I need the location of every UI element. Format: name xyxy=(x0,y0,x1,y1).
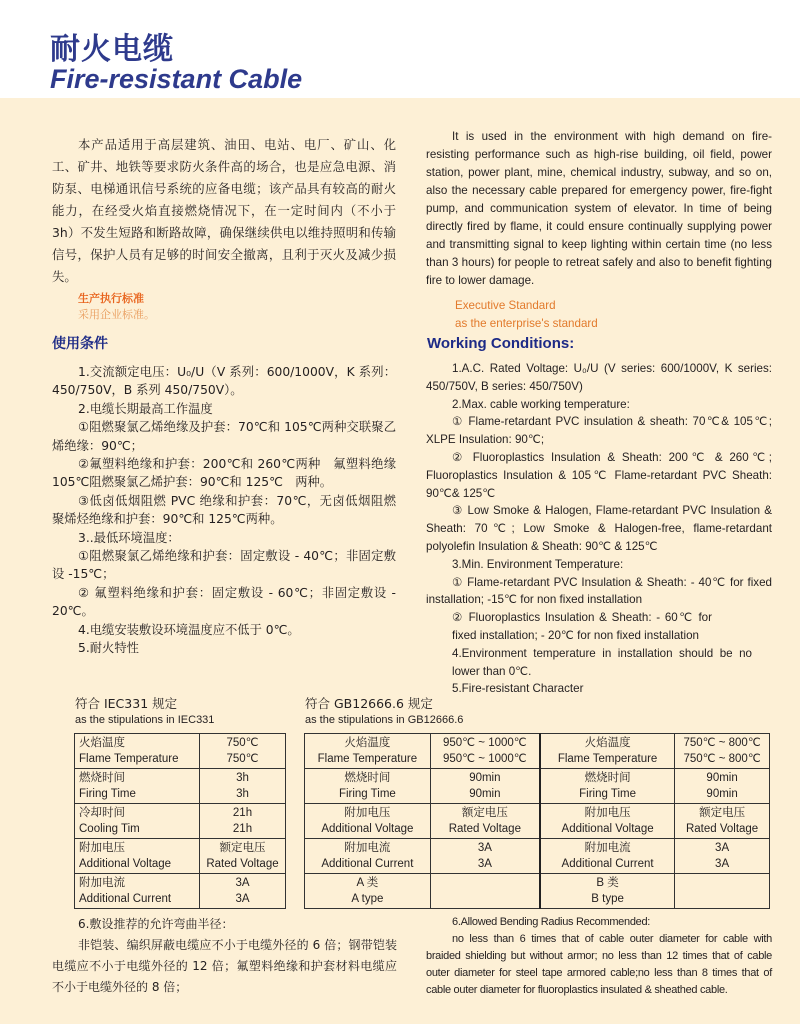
table-row xyxy=(75,874,286,909)
page-title-cn: 耐火电缆 xyxy=(50,32,174,67)
param-cn: 附加电流 xyxy=(79,877,125,889)
cell-cn: 附加电压 xyxy=(584,807,631,819)
condition-item: 3.Min. Environment Temperature: xyxy=(452,557,624,571)
cell-en: Firing Time xyxy=(338,788,396,800)
cell-en: Rated Voltage xyxy=(685,823,759,835)
value-en: Rated Voltage xyxy=(206,858,279,870)
value-en: 3h xyxy=(236,788,249,800)
value-cell xyxy=(200,804,286,839)
standard-text-cn: 采用企业标准。 xyxy=(78,308,155,321)
cell-en: 950℃ ~ 1000℃ xyxy=(443,753,527,765)
bending-text-en: no less than 6 times that of cable outer diameter for cable with braided shielding but without armor; no less than 12 times that of cable outer diameter for steel tape armored cable;no less than 8 times that of cable outer diameter for fluoroplastics insulated & sheathed cable. xyxy=(426,933,772,996)
param-cn: 附加电压 xyxy=(79,842,125,854)
cell-cn: 90min xyxy=(469,772,501,784)
bending-title-en: 6.Allowed Bending Radius Recommended: xyxy=(452,916,651,928)
value-cell xyxy=(200,874,286,909)
param-cell xyxy=(75,804,200,839)
cell-en: Flame Temperature xyxy=(557,753,658,765)
iec-caption-en: as the stipulations in IEC331 xyxy=(75,714,215,726)
param-en: Additional Current xyxy=(79,893,172,905)
condition-item: ① Flame-retardant PVC insulation & sheath: 70℃& 105℃; XLPE Insulation: 90℃; xyxy=(426,415,772,447)
param-en: Cooling Tim xyxy=(79,823,140,835)
param-cell xyxy=(305,874,431,909)
value-en: 3A xyxy=(235,893,250,905)
cell-en: 3A xyxy=(477,858,492,870)
table-row xyxy=(305,804,770,839)
value-cell xyxy=(675,734,770,769)
param-en: Firing Time xyxy=(79,788,136,800)
conditions-list-cn xyxy=(52,363,396,658)
cell-en: A type xyxy=(351,893,384,905)
value-cn: 21h xyxy=(232,807,253,819)
condition-item: 3..最低环境温度： xyxy=(78,530,180,545)
cell-en: Firing Time xyxy=(579,788,637,800)
value-cell xyxy=(430,734,540,769)
gb-caption-en: as the stipulations in GB12666.6 xyxy=(305,714,464,726)
cell-cn: A 类 xyxy=(356,877,379,889)
page-title-en: Fire-resistant Cable xyxy=(50,64,303,94)
cell-en: 90min xyxy=(706,788,738,800)
cell-en: 90min xyxy=(469,788,501,800)
cell-cn: 附加电压 xyxy=(344,807,391,819)
value-cell xyxy=(430,804,540,839)
value-cell xyxy=(675,769,770,804)
intro-en: It is used in the environment with high demand on fire-resisting performance such as high-rise building, oil field, power station, power plant, mine, chemical industry, subway, and so on, also the necessary cable prepared for emergency power, fire-fight pump, and communication system of elevator. In time of being directly fired by flame, it could ensure continually supplying power and transmitting signal to keep lighting within certain time (no less than 3 hours) for people to retreat safely and also to benefit fighting fire to lower damage. xyxy=(426,130,772,287)
value-cn: 额定电压 xyxy=(219,842,266,854)
cell-cn: 燃烧时间 xyxy=(344,772,391,784)
iec-table xyxy=(74,733,286,909)
bending-title-cn: 6.敷设推荐的允许弯曲半径： xyxy=(78,917,234,931)
table-row xyxy=(305,734,770,769)
cell-en: Additional Current xyxy=(321,858,414,870)
condition-item: 1.A.C. Rated Voltage: U₀/U (V series: 600/1000V, K series: 450/750V, B series: 450/750V) xyxy=(426,362,772,393)
cell-cn: 附加电流 xyxy=(344,842,391,854)
bending-en xyxy=(426,914,772,999)
condition-item: ③ Low Smoke & Halogen, Flame-retardant PVC Insulation & Sheath: 70℃; Low Smoke & Halogen-free, flame-retardant polyolefin Insulation & Sheath: 90℃ & 125℃ xyxy=(426,504,772,553)
value-cell xyxy=(675,839,770,874)
cell-cn: 火焰温度 xyxy=(584,737,631,749)
condition-item: 4.电缆安装敷设环境温度应不低于 0℃。 xyxy=(78,622,300,637)
condition-item: 5.Fire-resistant Character xyxy=(452,682,584,696)
value-cell xyxy=(675,874,770,909)
table-row xyxy=(75,769,286,804)
value-cell xyxy=(430,874,540,909)
table-row xyxy=(75,839,286,874)
value-cn: 3h xyxy=(236,772,249,784)
condition-item: 4.Environment temperature in installation should be no lower than 0℃. xyxy=(452,646,752,678)
cell-cn: 额定电压 xyxy=(699,807,746,819)
condition-item: ①阻燃聚氯乙烯绝缘及护套：70℃和 105℃两种交联聚乙烯绝缘：90℃； xyxy=(52,420,396,453)
condition-item: 2.Max. cable working temperature: xyxy=(452,397,630,411)
value-cell xyxy=(200,734,286,769)
standard-text-en: as the enterprise's standard xyxy=(455,317,598,330)
bending-cn xyxy=(52,914,397,998)
param-cell xyxy=(305,734,431,769)
param-en: Additional Voltage xyxy=(79,858,172,870)
table-row xyxy=(305,839,770,874)
param-cell xyxy=(540,839,675,874)
condition-item: 2.电缆长期最高工作温度 xyxy=(78,401,213,416)
param-cell xyxy=(305,769,431,804)
iec-caption-cn: 符合 IEC331 规定 xyxy=(75,696,178,711)
condition-item: 1.交流额定电压：U₀/U（V 系列：600/1000V，K 系列：450/750V，B 系列 450/750V）。 xyxy=(52,365,396,398)
cell-en: 750℃ ~ 800℃ xyxy=(683,753,761,765)
conditions-title-en: Working Conditions: xyxy=(427,335,575,352)
param-cn: 燃烧时间 xyxy=(79,772,125,784)
value-cell xyxy=(430,769,540,804)
gb-caption-cn: 符合 GB12666.6 规定 xyxy=(305,696,433,711)
cell-cn: 火焰温度 xyxy=(344,737,391,749)
cell-en: B type xyxy=(591,893,624,905)
conditions-title-cn: 使用条件 xyxy=(52,336,108,352)
table-row xyxy=(305,769,770,804)
value-en: 750℃ xyxy=(226,753,259,765)
cell-cn: 950℃ ~ 1000℃ xyxy=(443,737,527,749)
cell-en: Rated Voltage xyxy=(448,823,521,835)
condition-item: 5.耐火特性 xyxy=(78,641,139,656)
param-cn: 冷却时间 xyxy=(79,807,125,819)
condition-item: ③低卤低烟阻燃 PVC 绝缘和护套：70℃，无卤低烟阻燃聚烯烃绝缘和护套：90℃和 125℃两种。 xyxy=(52,493,396,527)
cell-en: Additional Voltage xyxy=(561,823,654,835)
cell-en: Flame Temperature xyxy=(317,753,418,765)
param-cell xyxy=(75,874,200,909)
param-cell xyxy=(540,734,675,769)
intro-cn: 本产品适用于高层建筑、油田、电站、电厂、矿山、化工、矿井、地铁等要求防火条件高的场合，也是应急电源、消防泵、电梯通讯信号系统的应备电缆；该产品具有较高的耐火能力，在经受火焰直接燃烧情况下，在一定时间内（不小于 3h）不发生短路和断路故障，确保继续供电以维持照明和传输信号，保护人员有足够的时间安全撤离，且利于灭火及减少损失。 xyxy=(52,137,396,284)
table-row xyxy=(75,804,286,839)
standard-title-en: Executive Standard xyxy=(455,299,556,312)
cell-en: 3A xyxy=(715,858,730,870)
param-cell xyxy=(75,769,200,804)
condition-item: ② Fluoroplastics Insulation & Sheath: 200℃ & 260℃; Fluoroplastics Insulation & 105℃ Flame-retardant PVC Sheath: 90℃& 125℃ xyxy=(426,450,772,500)
param-cell xyxy=(540,804,675,839)
condition-item: ② Fluoroplastics Insulation & Sheath: - 60℃ for fixed installation; - 20℃ for non fixed installation xyxy=(452,611,712,642)
condition-item: ② 氟塑料绝缘和护套：固定敷设 - 60℃；非固定敷设 - 20℃。 xyxy=(52,585,396,619)
value-cn: 3A xyxy=(235,877,250,889)
param-cn: 火焰温度 xyxy=(79,737,125,749)
param-cell xyxy=(305,804,431,839)
cell-cn: 附加电流 xyxy=(584,842,631,854)
standard-title-cn: 生产执行标准 xyxy=(78,292,144,305)
param-en: Flame Temperature xyxy=(79,753,179,765)
cell-cn: B 类 xyxy=(596,877,619,889)
condition-item: ②氟塑料绝缘和护套：200℃和 260℃两种 氟塑料绝缘 105℃阻燃聚氯乙烯护套：90℃和 125℃ 两种。 xyxy=(52,457,396,490)
value-cell xyxy=(200,769,286,804)
param-cell xyxy=(305,839,431,874)
param-cell xyxy=(540,874,675,909)
param-cell xyxy=(540,769,675,804)
bending-text-cn: 非铠装、编织屏蔽电缆应不小于电缆外径的 6 倍；钢带铠装电缆应不小于电缆外径的 12 倍；氟塑料绝缘和护套材料电缆应不小于电缆外径的 8 倍； xyxy=(52,938,397,994)
cell-en: Additional Current xyxy=(561,858,654,870)
value-cell xyxy=(430,839,540,874)
value-cell xyxy=(200,839,286,874)
value-en: 21h xyxy=(232,823,253,835)
cell-cn: 燃烧时间 xyxy=(584,772,631,784)
gb-table xyxy=(304,733,770,909)
conditions-list-en xyxy=(426,360,772,698)
param-cell xyxy=(75,734,200,769)
table-row xyxy=(305,874,770,909)
cell-cn: 90min xyxy=(706,772,738,784)
param-cell xyxy=(75,839,200,874)
cell-cn: 750℃ ~ 800℃ xyxy=(683,737,761,749)
cell-cn: 3A xyxy=(477,842,492,854)
condition-item: ①阻燃聚氯乙烯绝缘和护套：固定敷设 - 40℃；非固定敷设 -15℃； xyxy=(52,549,396,582)
cell-cn: 额定电压 xyxy=(461,807,508,819)
cell-en: Additional Voltage xyxy=(321,823,414,835)
value-cn: 750℃ xyxy=(226,737,259,749)
value-cell xyxy=(675,804,770,839)
table-row xyxy=(75,734,286,769)
cell-cn: 3A xyxy=(715,842,730,854)
condition-item: ① Flame-retardant PVC Insulation & Sheath: - 40℃ for fixed installation; -15℃ for non fixed installation xyxy=(426,575,772,607)
